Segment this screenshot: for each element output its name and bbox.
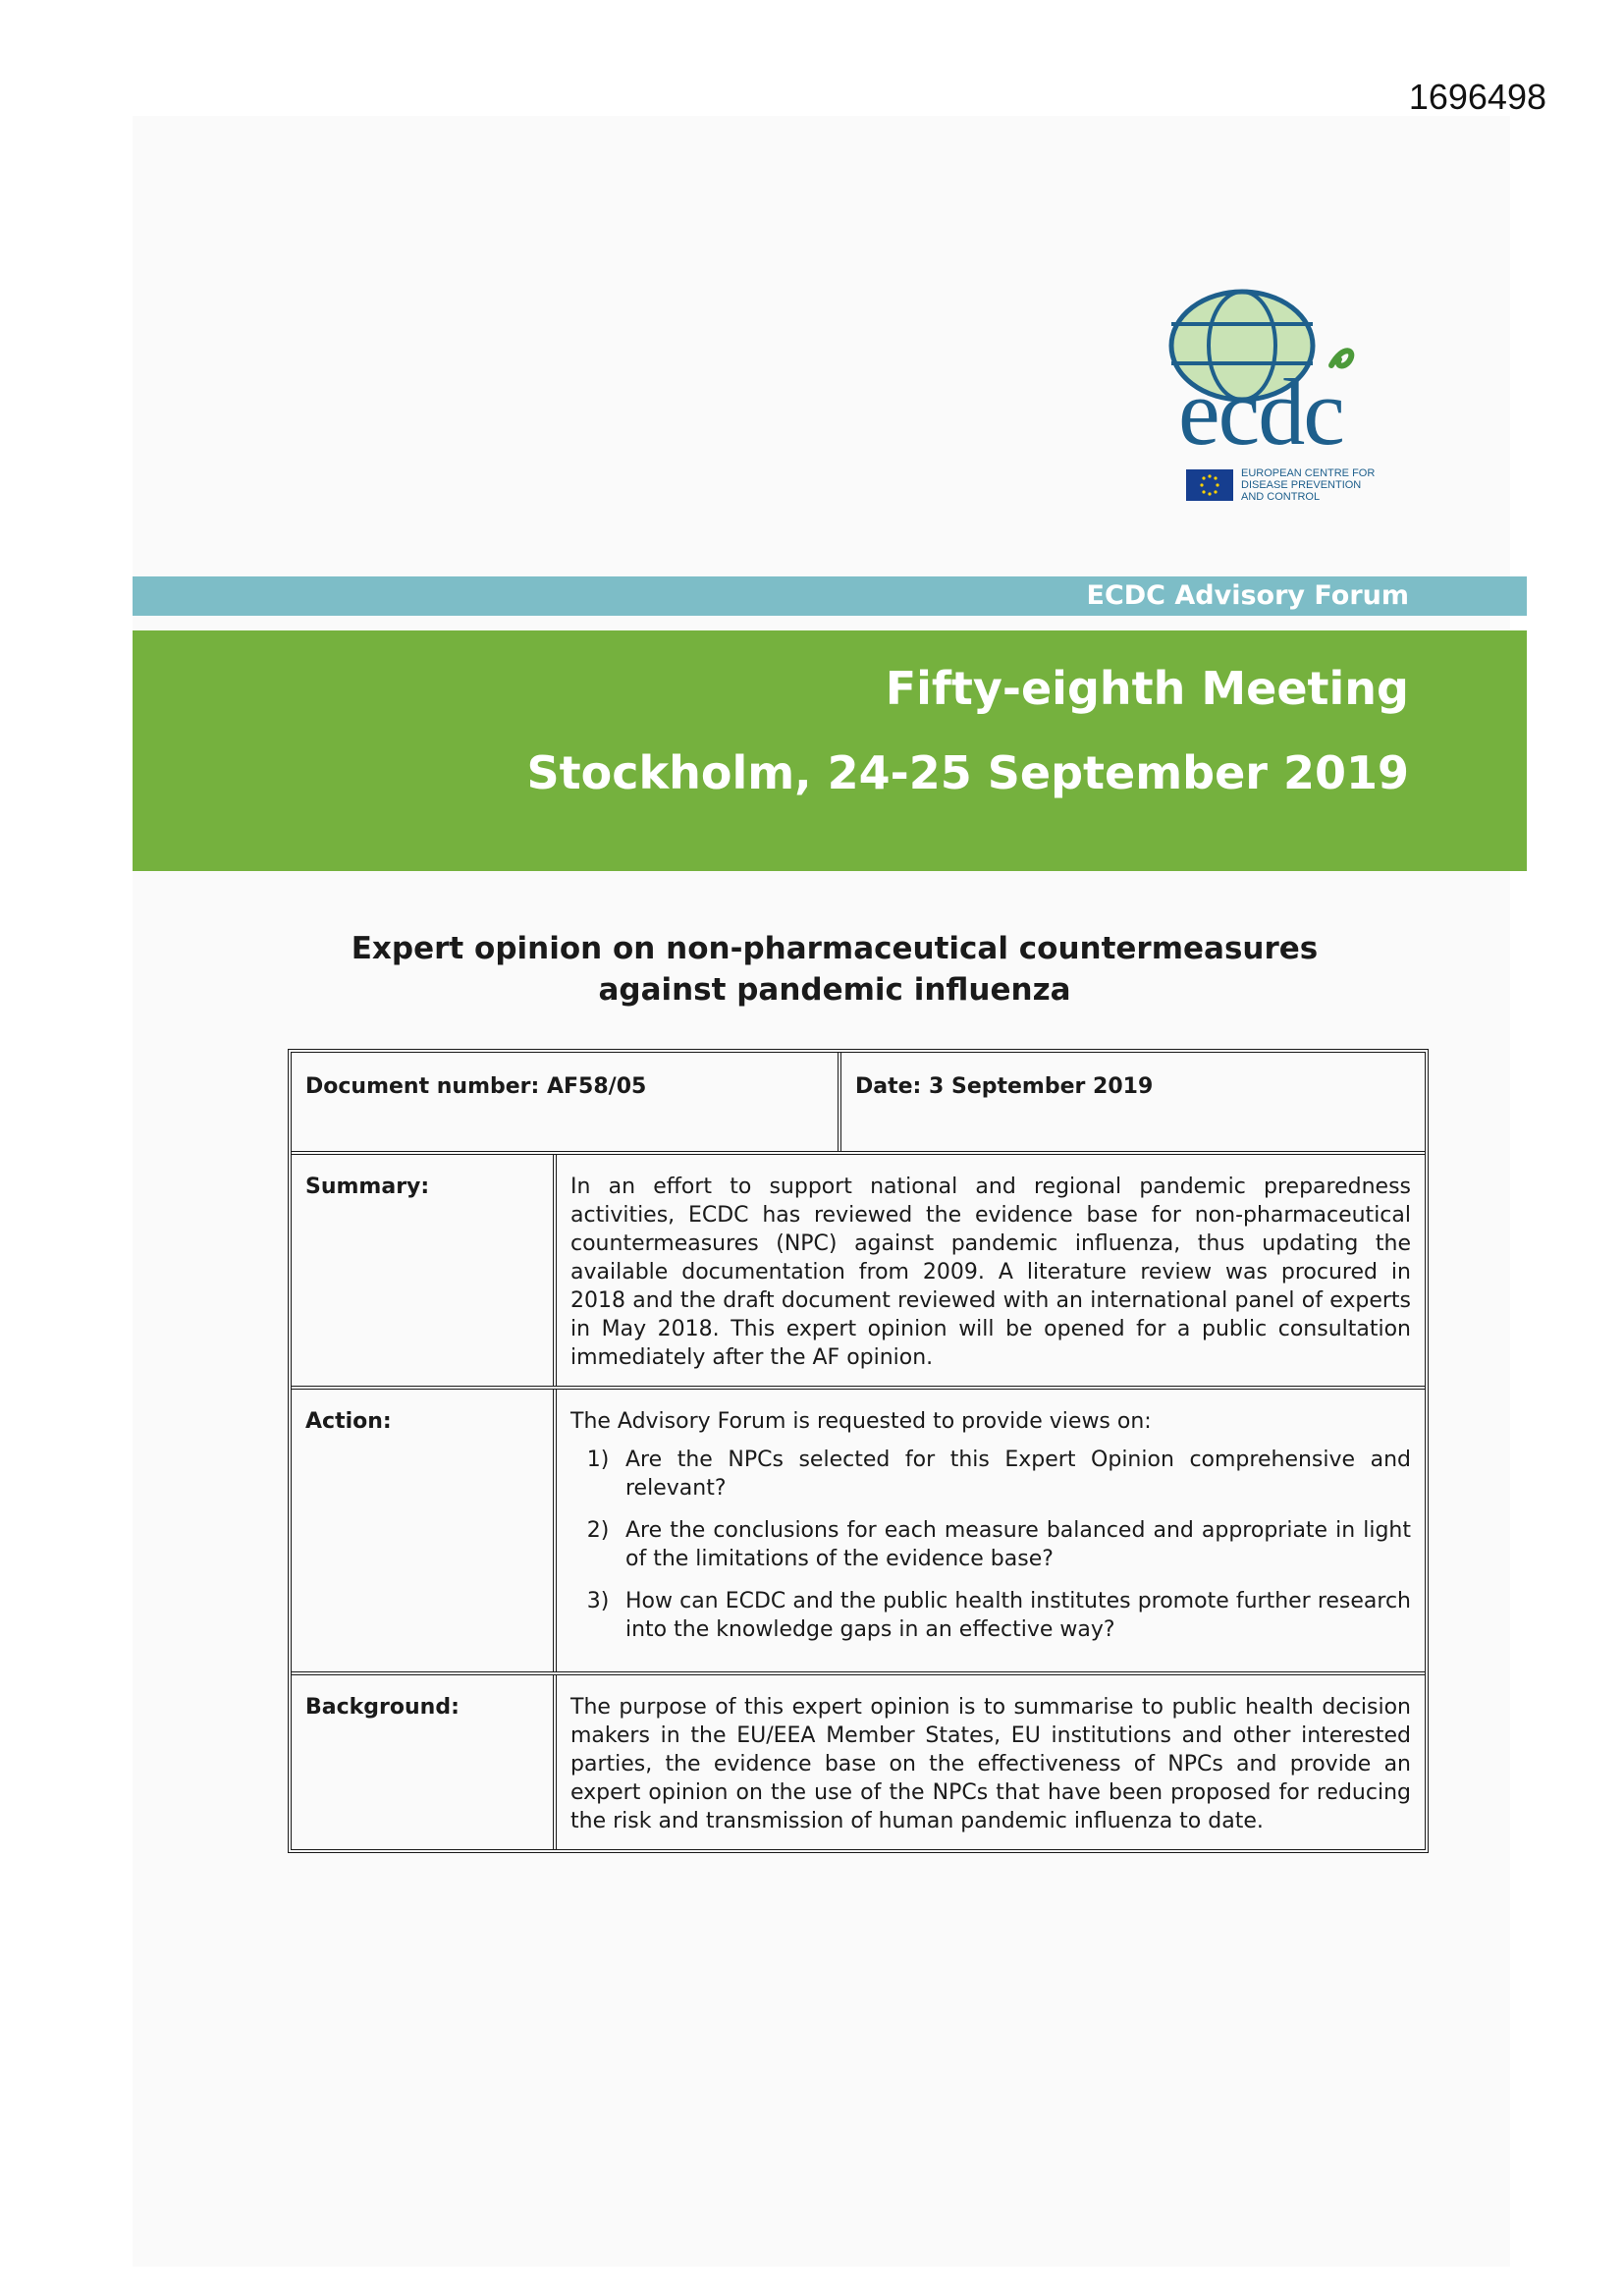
forum-banner: [133, 576, 1527, 616]
action-row: [292, 1386, 1425, 1671]
summary-text: In an effort to support national and regional pandemic preparedness activities, ECDC has reviewed the evidence base for non-pharmaceutical countermeasures (NPC) against pandemic influenza, thus updating the available documentation from 2009. A literature review was procured in 2018 and the draft document reviewed with an international panel of experts in May 2018. This expert opinion will be opened for a public consultation immediately after the AF opinion.: [570, 1175, 1411, 1370]
table-header-row: [292, 1053, 1425, 1151]
summary-label: Summary:: [292, 1155, 557, 1386]
document-number: Document number: AF58/05: [292, 1053, 841, 1151]
document-date: Date: 3 September 2019: [855, 1074, 1154, 1099]
meeting-banner: [133, 630, 1527, 871]
list-item: 3) How can ECDC and the public health institutes promote further research into the knowledge gaps in an effective way?: [586, 1589, 1411, 1642]
background-row: [292, 1671, 1425, 1849]
document-id: 1696498: [1408, 77, 1546, 117]
action-intro: The Advisory Forum is requested to provide views on:: [570, 1409, 1152, 1434]
forum-label: ECDC Advisory Forum: [1086, 580, 1409, 611]
action-question-list: [570, 1446, 1411, 1644]
meeting-place-date: Stockholm, 24-25 September 2019: [526, 746, 1409, 799]
document-info-table: [288, 1049, 1429, 1853]
list-item: 1) Are the NPCs selected for this Expert Opinion comprehensive and relevant?: [586, 1448, 1411, 1501]
logo-org-name: EUROPEAN CENTRE FOR DISEASE PREVENTION AND CONTROL: [1241, 467, 1376, 503]
list-item: 2) Are the conclusions for each measure balanced and appropriate in light of the limitations of the evidence base?: [586, 1518, 1411, 1571]
action-label: Action:: [292, 1390, 557, 1671]
eu-flag-icon: [1186, 469, 1233, 501]
background-text: The purpose of this expert opinion is to summarise to public health decision makers in the EU/EEA Member States, EU institutions and other interested parties, the evidence base on the effectiveness of NPCs and provide an expert opinion on the use of the NPCs that have been proposed for reducing the risk and transmission of human pandemic influenza to date.: [570, 1695, 1411, 1833]
meeting-title: Fifty-eighth Meeting: [885, 662, 1409, 715]
logo-wordmark: ecdc: [1178, 359, 1343, 465]
background-label: Background:: [292, 1675, 557, 1849]
document-title: Expert opinion on non-pharmaceutical countermeasures against pandemic influenza: [351, 931, 1319, 1008]
summary-row: [292, 1151, 1425, 1386]
action-content: [557, 1390, 1425, 1671]
